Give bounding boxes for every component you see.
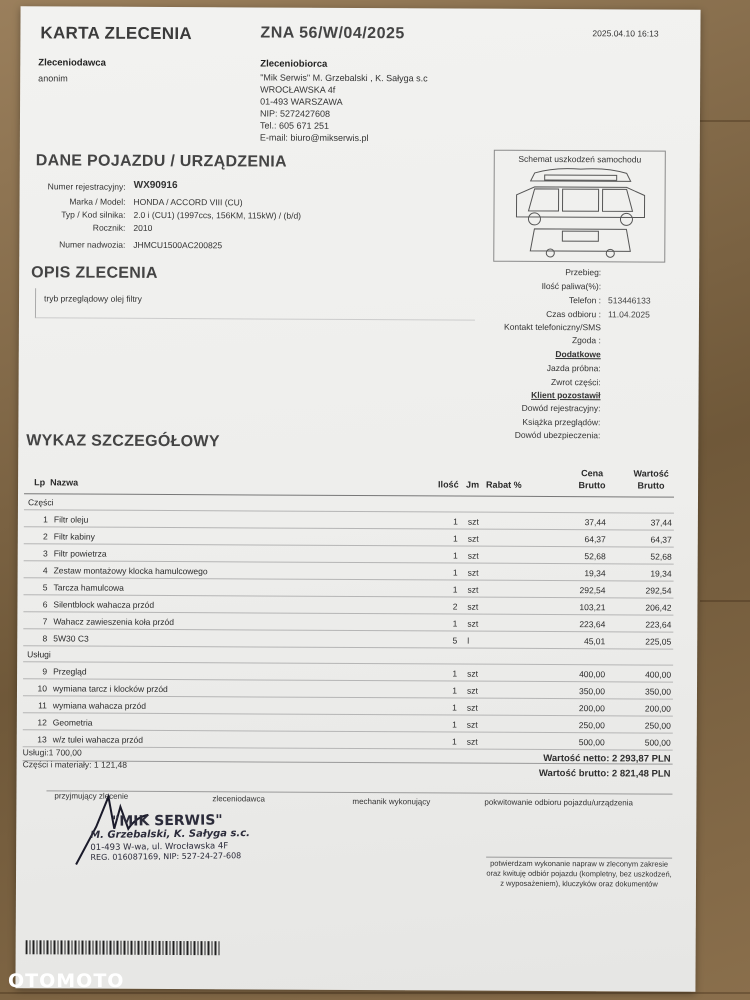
- row-price: 19,34: [584, 568, 606, 579]
- row-qty: 1: [452, 702, 457, 713]
- row-name: Filtr kabiny: [53, 531, 95, 542]
- engine-type: 2.0 i (CU1) (1997ccs, 156KM, 115kW) / (b/d): [133, 209, 302, 221]
- contractor-line: Tel.: 605 671 251: [259, 120, 330, 131]
- vehicle-field-label: Numer nadwozia:: [59, 239, 126, 250]
- col-discount: Rabat %: [486, 479, 522, 490]
- row-qty: 5: [452, 635, 458, 646]
- row-value: 400,00: [645, 669, 672, 680]
- col-unit: Jm: [466, 479, 480, 490]
- row-unit: szt: [467, 533, 479, 544]
- row-lp: 6: [42, 599, 48, 610]
- row-name: Przegląd: [53, 666, 87, 677]
- services-section-label: Usługi: [27, 649, 51, 660]
- client-left-item: Dowód ubezpieczenia:: [514, 429, 601, 441]
- table-row: [23, 730, 673, 750]
- company-stamp: [90, 812, 250, 862]
- details-table: [23, 494, 674, 750]
- info-label: Czas odbioru :: [546, 308, 601, 320]
- col-lp: Lp: [34, 477, 46, 488]
- watermark: OTOMOTO: [8, 970, 125, 992]
- row-price: 500,00: [578, 737, 605, 748]
- order-desc-text: tryb przeglądowy olej filtry: [44, 293, 142, 304]
- row-value: 206,42: [645, 602, 672, 613]
- info-label: Kontakt telefoniczny/SMS: [504, 321, 601, 333]
- row-name: Wahacz zawieszenia koła przód: [53, 616, 175, 628]
- row-name: w/z tulei wahacza przód: [52, 734, 144, 745]
- stamp-line: M. Grzebalski, K. Sałyga s.c.: [90, 828, 250, 841]
- row-price: 64,37: [584, 534, 606, 545]
- row-qty: 1: [451, 736, 457, 747]
- row-value: 223,64: [645, 619, 672, 630]
- net-total: Wartość netto: 2 293,87 PLN: [543, 752, 671, 765]
- details-heading: WYKAZ SZCZEGÓŁOWY: [26, 432, 220, 451]
- row-qty: 1: [453, 533, 458, 544]
- row-unit: szt: [467, 601, 479, 612]
- col-qty: Ilość: [438, 479, 459, 490]
- row-name: Filtr powietrza: [53, 548, 107, 559]
- row-unit: szt: [467, 584, 479, 595]
- client-signature-label: zleceniodawca: [212, 794, 265, 804]
- row-price: 52,68: [584, 551, 606, 562]
- vehicle-heading: DANE POJAZDU / URZĄDZENIA: [35, 152, 287, 171]
- row-qty: 1: [453, 516, 458, 527]
- received-by-label: przyjmujący zlecenie: [54, 791, 129, 801]
- extras-item: Zwrot części:: [550, 377, 601, 388]
- damage-scheme-box: [493, 150, 666, 263]
- document-title: KARTA ZLECENIA: [40, 23, 193, 44]
- contractor-line: 01-493 WARSZAWA: [260, 96, 343, 107]
- row-value: 200,00: [644, 703, 671, 714]
- row-lp: 3: [42, 548, 48, 559]
- wood-grain: [700, 600, 750, 602]
- info-label: Telefon :: [568, 295, 602, 306]
- stamp-line: "MIK SERWIS": [111, 812, 223, 830]
- wood-grain: [0, 992, 750, 994]
- row-unit: szt: [467, 618, 479, 629]
- row-lp: 10: [37, 683, 48, 694]
- row-price: 45,01: [583, 636, 606, 647]
- row-qty: 2: [452, 601, 458, 612]
- row-lp: 1: [43, 514, 48, 525]
- info-label: Przebieg:: [565, 267, 602, 278]
- row-price: 223,64: [579, 619, 606, 630]
- row-unit: szt: [467, 516, 479, 527]
- row-qty: 1: [452, 685, 458, 696]
- row-value: 225,05: [645, 636, 672, 647]
- extras-item: Jazda próbna:: [546, 362, 601, 374]
- row-lp: 4: [42, 565, 48, 576]
- vehicle-field-label: Rocznik:: [92, 222, 126, 233]
- order-desc-heading: OPIS ZLECENIA: [31, 264, 158, 282]
- row-lp: 8: [42, 633, 48, 644]
- mechanic-label: mechanik wykonujący: [352, 796, 431, 807]
- row-value: 250,00: [644, 720, 671, 731]
- row-qty: 1: [452, 719, 457, 730]
- services-rows: [23, 662, 673, 750]
- row-unit: szt: [467, 550, 479, 561]
- contractor-line: "Mik Serwis" M. Grzebalski , K. Sałyga s.c: [260, 72, 428, 84]
- row-qty: 1: [452, 550, 458, 561]
- col-price-top: Cena: [581, 468, 604, 479]
- info-label: Ilość paliwa(%):: [541, 280, 602, 292]
- client-label: Zleceniodawca: [38, 57, 106, 69]
- row-unit: l: [467, 635, 470, 646]
- order-desc-box: [35, 288, 475, 320]
- pickup-confirmation-text: potwierdzam wykonanie napraw w zleconym zakresie oraz kwituję odbiór pojazdu (kompletny, bez uszkodzeń, z wyposażeniem), kluczyków oraz dokumentów: [486, 858, 672, 889]
- row-unit: szt: [467, 668, 478, 679]
- order-datetime: 2025.04.10 16:13: [592, 28, 659, 39]
- row-name: Tarcza hamulcowa: [53, 582, 124, 593]
- vin-number: JHMCU1500AC200825: [133, 239, 223, 251]
- row-lp: 11: [38, 700, 47, 711]
- client-left-heading: Klient pozostawił: [531, 389, 601, 401]
- col-value-bottom: Brutto: [637, 480, 665, 491]
- row-qty: 1: [452, 567, 458, 578]
- col-name: Nazwa: [50, 477, 79, 488]
- row-lp: 9: [42, 666, 48, 677]
- parts-total: Części i materiały: 1 121,48: [22, 759, 128, 770]
- wood-grain: [700, 120, 750, 122]
- phone-value: 513446133: [608, 295, 651, 306]
- row-lp: 12: [37, 717, 47, 728]
- row-price: 292,54: [579, 585, 606, 596]
- row-price: 400,00: [579, 669, 606, 680]
- vehicle-model: HONDA / ACCORD VIII (CU): [133, 196, 243, 208]
- row-lp: 2: [43, 531, 48, 542]
- contractor-label: Zleceniobiorca: [260, 58, 328, 70]
- row-value: 37,44: [650, 517, 672, 528]
- registration-number: WX90916: [133, 179, 178, 192]
- row-price: 200,00: [578, 703, 605, 714]
- contractor-line: E-mail: biuro@mikserwis.pl: [259, 132, 369, 144]
- row-qty: 1: [452, 618, 458, 629]
- pickup-label: pokwitowanie odbioru pojazdu/urządzenia: [484, 797, 633, 808]
- row-price: 103,21: [579, 602, 606, 613]
- row-price: 37,44: [584, 517, 606, 528]
- parts-rows: [23, 510, 674, 649]
- row-unit: szt: [466, 736, 478, 747]
- stamp-line: REG. 016087169, NIP: 527-24-27-608: [90, 851, 242, 862]
- row-value: 350,00: [644, 686, 672, 697]
- order-number: ZNA 56/W/04/2025: [260, 24, 405, 43]
- gross-total: Wartość brutto: 2 821,48 PLN: [538, 767, 671, 780]
- row-qty: 1: [452, 584, 458, 595]
- row-name: Filtr oleju: [53, 514, 89, 525]
- vehicle-field-label: Marka / Model:: [69, 196, 126, 207]
- row-lp: 7: [42, 616, 48, 627]
- parts-section-label: Części: [27, 497, 54, 508]
- row-value: 500,00: [644, 737, 671, 748]
- row-lp: 13: [37, 734, 47, 745]
- pickup-time-value: 11.04.2025: [607, 309, 650, 320]
- vehicle-field-label: Numer rejestracyjny:: [47, 181, 126, 192]
- client-left-item: Dowód rejestracyjny:: [521, 402, 601, 414]
- row-name: wymiana wahacza przód: [52, 700, 147, 711]
- row-lp: 5: [42, 582, 48, 593]
- vehicle-year: 2010: [133, 222, 153, 233]
- row-value: 52,68: [650, 551, 672, 562]
- col-value-top: Wartość: [633, 468, 669, 479]
- row-name: 5W30 C3: [53, 633, 89, 644]
- row-name: Silentblock wahacza przód: [53, 599, 155, 610]
- row-name: wymiana tarcz i klocków przód: [52, 683, 168, 695]
- car-diagram-icon: [494, 165, 666, 260]
- barcode: [26, 940, 221, 955]
- row-unit: szt: [466, 719, 478, 730]
- row-price: 250,00: [578, 720, 605, 731]
- row-value: 19,34: [650, 568, 672, 579]
- info-label: Zgoda :: [571, 335, 601, 346]
- row-name: Geometria: [52, 717, 93, 728]
- damage-scheme-label: Schemat uszkodzeń samochodu: [518, 153, 642, 165]
- row-price: 350,00: [578, 686, 606, 697]
- client-name: anonim: [38, 73, 68, 84]
- vehicle-field-label: Typ / Kod silnika:: [61, 209, 126, 220]
- row-value: 64,37: [650, 534, 672, 545]
- client-left-item: Książka przeglądów:: [522, 416, 601, 428]
- row-qty: 1: [452, 668, 458, 679]
- col-price-bottom: Brutto: [578, 480, 606, 491]
- order-document: [15, 6, 700, 992]
- row-unit: szt: [467, 567, 479, 578]
- row-value: 292,54: [645, 585, 672, 596]
- row-unit: szt: [466, 685, 478, 696]
- extras-heading: Dodatkowe: [555, 349, 601, 360]
- details-header-row: [24, 458, 674, 497]
- services-total: Usługi:1 700,00: [22, 747, 82, 758]
- row-unit: szt: [466, 702, 478, 713]
- contractor-block: [260, 71, 428, 144]
- stamp-line: 01-493 W-wa, ul. Wrocławska 4F: [90, 841, 229, 853]
- contractor-line: WROCŁAWSKA 4f: [260, 84, 336, 95]
- row-name: Zestaw montażowy klocka hamulcowego: [53, 565, 208, 577]
- contractor-line: NIP: 5272427608: [259, 108, 331, 119]
